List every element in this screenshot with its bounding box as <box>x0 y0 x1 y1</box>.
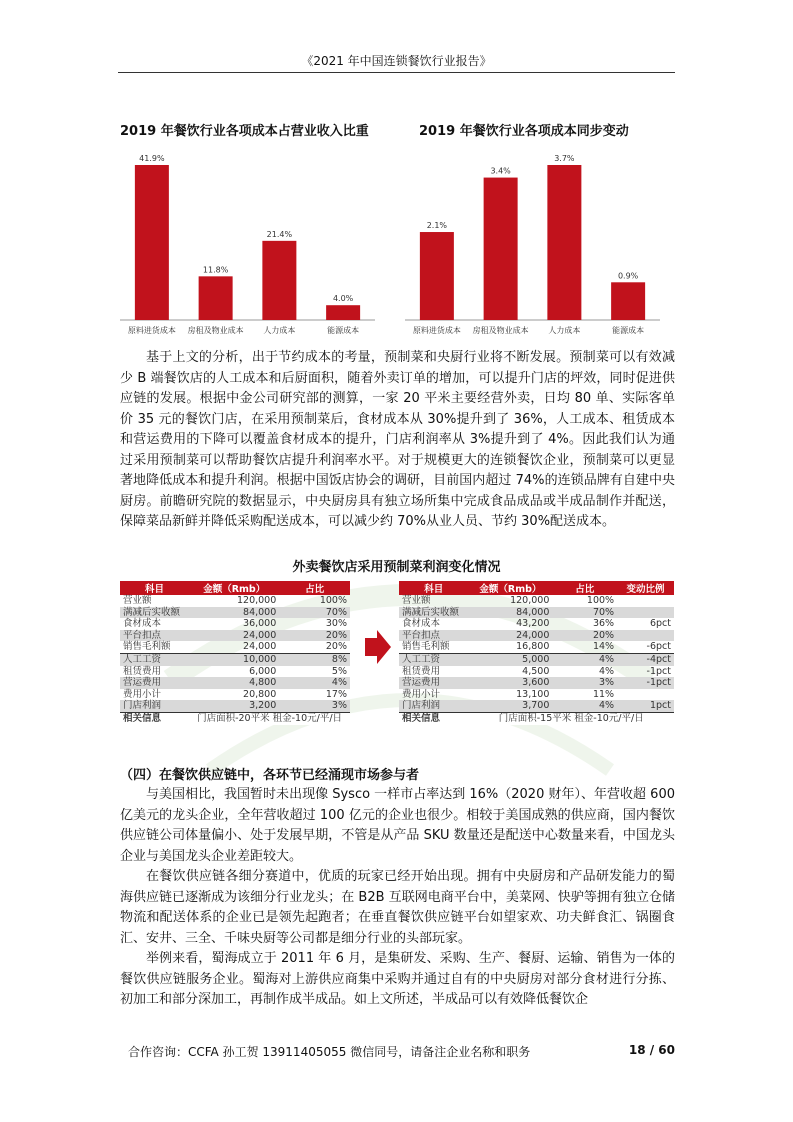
right-chart-title: 2019 年餐饮行业各项成本同步变动 <box>419 124 629 139</box>
col-header-change: 变动比例 <box>617 581 674 595</box>
category-tick-label: 能源成本 <box>327 326 360 335</box>
table-cell: 4% <box>552 653 617 665</box>
table-cell: 20% <box>325 641 347 653</box>
category-tick-label: 人力成本 <box>548 326 581 335</box>
table-cell: 平台扣点 <box>120 630 189 642</box>
chart-bar <box>199 276 233 320</box>
table-cell: 5,000 <box>468 653 552 665</box>
table-row <box>120 666 350 678</box>
table-cell: 3,600 <box>468 677 552 689</box>
table-cell: 10,000 <box>189 653 279 665</box>
chart-bar <box>135 165 169 320</box>
table-cell: 8% <box>279 653 350 665</box>
table-cell: 20% <box>279 630 350 642</box>
table-cell: 17% <box>325 688 347 700</box>
left-chart-title: 2019 年餐饮行业各项成本占营业收入比重 <box>120 124 369 139</box>
category-tick-label: 能源成本 <box>612 326 645 335</box>
category-tick-label: 原料进货成本 <box>412 326 461 335</box>
header-rule <box>118 72 675 73</box>
table-cell: 营业额 <box>402 595 431 606</box>
category-tick-label: 原料进货成本 <box>127 326 176 335</box>
paragraph-1: 基于上文的分析，出于节约成本的考量，预制菜和央厨行业将不断发展。预制菜可以有效减少 B 端餐饮店的人工成本和后厨面积，随着外卖订单的增加，可以提升门店的坪效，同时促进供应链的发展。根据中金公司研究部的测算，一家 20 平米主要经营外卖，日均 80 单、实际客单价 35 元的餐饮门店，在采用预制菜后，食材成本从 30%提升到了 36%，人工成本、租赁成本和营运费用的下降可以覆盖食材成本的提升，门店利润率从 3%提升到了 4%。因此我们认为通过采用预制菜可以帮助餐饮店提升利润率水平。对于规模更大的连锁餐饮企业，预制菜可以更显著地降低成本和提升利润。根据中国饭店协会的调研，目前国内超过 74%的连锁品牌有自建中央厨房。前瞻研究院的数据显示，中央厨房具有独立场所集中完成食品成品或半成品制作并配送，保障菜品新鲜并降低采购配送成本，可以减少约 70%从业人员、节约 30%配送成本。 <box>120 350 675 529</box>
table-cell: 人工工资 <box>120 653 189 665</box>
chart-bar <box>326 305 360 320</box>
paragraph-3: 在餐饮供应链各细分赛道中，优质的玩家已经开始出现。拥有中央厨房和产品研发能力的蜀海供应链已逐渐成为该细分行业龙头；在 B2B 互联网电商平台中，美菜网、快驴等拥有独立仓储物流和配送体系的企业已是领先起跑者；在垂直餐饮供应链平台如望家欢、功夫鲜食汇、锅圈食汇、安井、三全、千味央厨等公司都是细分行业的头部玩家。 <box>120 869 675 946</box>
chart-bar <box>547 165 581 320</box>
table-cell: 4% <box>279 677 350 689</box>
table-cell: -6pct <box>646 641 671 653</box>
document-header: 《2021 年中国连锁餐饮行业报告》 <box>301 54 492 68</box>
table-cell: 24,000 <box>468 630 552 642</box>
right-bar-chart <box>405 140 660 340</box>
table-cell: 1pct <box>617 700 674 712</box>
table-cell: 3% <box>552 677 617 689</box>
after-prefab-table <box>399 581 674 725</box>
bar-value-label: 41.9% <box>139 154 165 163</box>
table-cell: 6pct <box>649 618 671 630</box>
table-cell: 3,700 <box>468 700 552 712</box>
table-row <box>120 618 350 630</box>
table-cell: 6,000 <box>249 665 277 677</box>
right-arrow-icon <box>365 630 391 664</box>
col-header-share: 占比 <box>552 581 617 595</box>
before-prefab-table <box>120 581 350 725</box>
bar-value-label: 11.8% <box>202 265 229 275</box>
table-cell: 人工工资 <box>399 653 468 665</box>
table-row <box>399 677 674 689</box>
table-cell: 14% <box>592 641 615 653</box>
table-cell: -4pct <box>617 653 674 665</box>
table-row <box>399 618 674 630</box>
col-header-item: 科目 <box>120 581 189 595</box>
chart-bar <box>611 282 645 320</box>
table-cell: 5% <box>331 665 347 677</box>
table-row <box>120 689 350 701</box>
table-cell: 4% <box>599 665 615 677</box>
table-cell: 24,000 <box>243 641 277 653</box>
section-heading: （四）在餐饮供应链中，各环节已经涌现市场参与者 <box>120 768 420 783</box>
bar-value-label: 3.4% <box>490 166 511 176</box>
table-cell: 费用小计 <box>123 688 162 700</box>
table-row <box>399 653 674 665</box>
table-cell: 43,200 <box>516 618 550 630</box>
table-row <box>120 641 350 653</box>
table-row <box>399 700 674 712</box>
analysis-paragraph <box>120 348 675 533</box>
col-header-amount: 金额（Rmb） <box>468 581 552 595</box>
col-header-share: 占比 <box>279 581 350 595</box>
table-row <box>399 641 674 653</box>
left-bar-chart <box>120 140 375 340</box>
table-cell <box>617 607 674 619</box>
table-cell: 70% <box>279 607 350 619</box>
table-row <box>120 700 350 712</box>
table-row <box>120 630 350 642</box>
footer-contact: 合作咨询：CCFA 孙工贺 13911405055 微信同号，请备注企业名称和职务 <box>128 1045 531 1059</box>
table-info-row <box>399 712 674 724</box>
table-cell: 20,800 <box>243 688 277 700</box>
table-cell: 70% <box>552 607 617 619</box>
table-cell <box>617 595 674 607</box>
bar-value-label: 4.0% <box>332 294 354 304</box>
col-header-amount: 金额（Rmb） <box>189 581 279 595</box>
table-cell <box>617 630 674 642</box>
table-row <box>120 607 350 619</box>
table-row <box>120 595 350 607</box>
table-row <box>399 595 674 607</box>
table-cell: 3,200 <box>189 700 279 712</box>
chart-bar <box>484 178 518 320</box>
table-cell: 平台扣点 <box>399 630 468 642</box>
table-cell: 100% <box>319 595 347 606</box>
table-cell: 满减后实收额 <box>120 607 189 619</box>
table-cell: 食材成本 <box>402 618 441 630</box>
table-cell: -1pct <box>646 665 671 677</box>
table-row <box>399 666 674 678</box>
table-cell: 36% <box>592 618 615 630</box>
table-cell: 满减后实收额 <box>399 607 468 619</box>
info-text: 门店面积-15平米 租金-10元/平/日 <box>468 712 674 724</box>
category-tick-label: 人力成本 <box>263 326 296 335</box>
table-cell: 30% <box>325 618 347 630</box>
table-cell: 20% <box>552 630 617 642</box>
table-row <box>399 607 674 619</box>
paragraph-4: 举例来看，蜀海成立于 2011 年 6 月，是集研发、采购、生产、餐厨、运输、销售为一体的餐饮供应链服务企业。蜀海对上游供应商集中采购并通过自有的中央厨房对部分食材进行分拣、初加工和部分深加工，再制作成半成品。如上文所述，半成品可以有效降低餐饮企 <box>120 951 675 1007</box>
chart-bar <box>420 232 454 320</box>
table-row <box>399 630 674 642</box>
table-row <box>399 689 674 701</box>
table-cell: 4,500 <box>522 665 550 677</box>
table-cell: -1pct <box>617 677 674 689</box>
table-cell: 食材成本 <box>123 618 162 630</box>
table-cell: 租赁费用 <box>123 665 162 677</box>
table-cell: 费用小计 <box>402 688 441 700</box>
table-cell: 13,100 <box>516 688 550 700</box>
col-header-item: 科目 <box>399 581 468 595</box>
table-cell: 销售毛利额 <box>123 641 171 653</box>
table-cell: 36,000 <box>243 618 277 630</box>
table-cell: 销售毛利额 <box>402 641 450 653</box>
table-cell: 120,000 <box>510 595 550 606</box>
info-label: 相关信息 <box>120 712 189 724</box>
table-cell: 84,000 <box>189 607 279 619</box>
bar-value-label: 21.4% <box>266 229 293 239</box>
table-cell: 营运费用 <box>120 677 189 689</box>
info-label: 相关信息 <box>399 712 468 724</box>
table-cell: 营业额 <box>123 595 152 606</box>
table-cell: 11% <box>592 688 615 700</box>
paragraph-2: 与美国相比，我国暂时未出现像 Sysco 一样市占率达到 16%（2020 财年）、年营收超 600 亿美元的龙头企业，全年营收超过 100 亿元的企业也很少。相较于美国成熟的供应商，国内餐饮供应链公司体量偏小、处于发展早期，不管是从产品 SKU 数量还是配送中心数量来看，中国龙头企业与美国龙头企业差距较大。 <box>120 787 675 864</box>
table-row <box>120 653 350 665</box>
bar-value-label: 0.9% <box>617 271 639 281</box>
table-cell: 3% <box>279 700 350 712</box>
table-cell: 门店利润 <box>120 700 189 712</box>
table-cell: 4,800 <box>189 677 279 689</box>
table-cell: 24,000 <box>189 630 279 642</box>
table-cell: 120,000 <box>236 595 277 606</box>
table-cell: 84,000 <box>468 607 552 619</box>
category-tick-label: 房租及物业成本 <box>472 326 529 335</box>
table-cell: 营运费用 <box>399 677 468 689</box>
chart-bar <box>262 241 296 320</box>
table-info-row <box>120 712 350 724</box>
bar-value-label: 3.7% <box>554 154 575 163</box>
table-cell: 100% <box>586 595 615 606</box>
info-text: 门店面积-20平米 租金-10元/平/日 <box>189 712 350 724</box>
table-title: 外卖餐饮店采用预制菜利润变化情况 <box>292 560 501 575</box>
table-cell: 门店利润 <box>399 700 468 712</box>
table-cell: 4% <box>552 700 617 712</box>
table-cell: 16,800 <box>516 641 550 653</box>
table-cell <box>617 689 674 701</box>
table-row <box>120 677 350 689</box>
bar-value-label: 2.1% <box>426 221 448 231</box>
supply-chain-text <box>120 785 675 1011</box>
page-number: 18 / 60 <box>628 1043 675 1057</box>
table-cell: 租赁费用 <box>402 665 441 677</box>
category-tick-label: 房租及物业成本 <box>187 326 244 335</box>
